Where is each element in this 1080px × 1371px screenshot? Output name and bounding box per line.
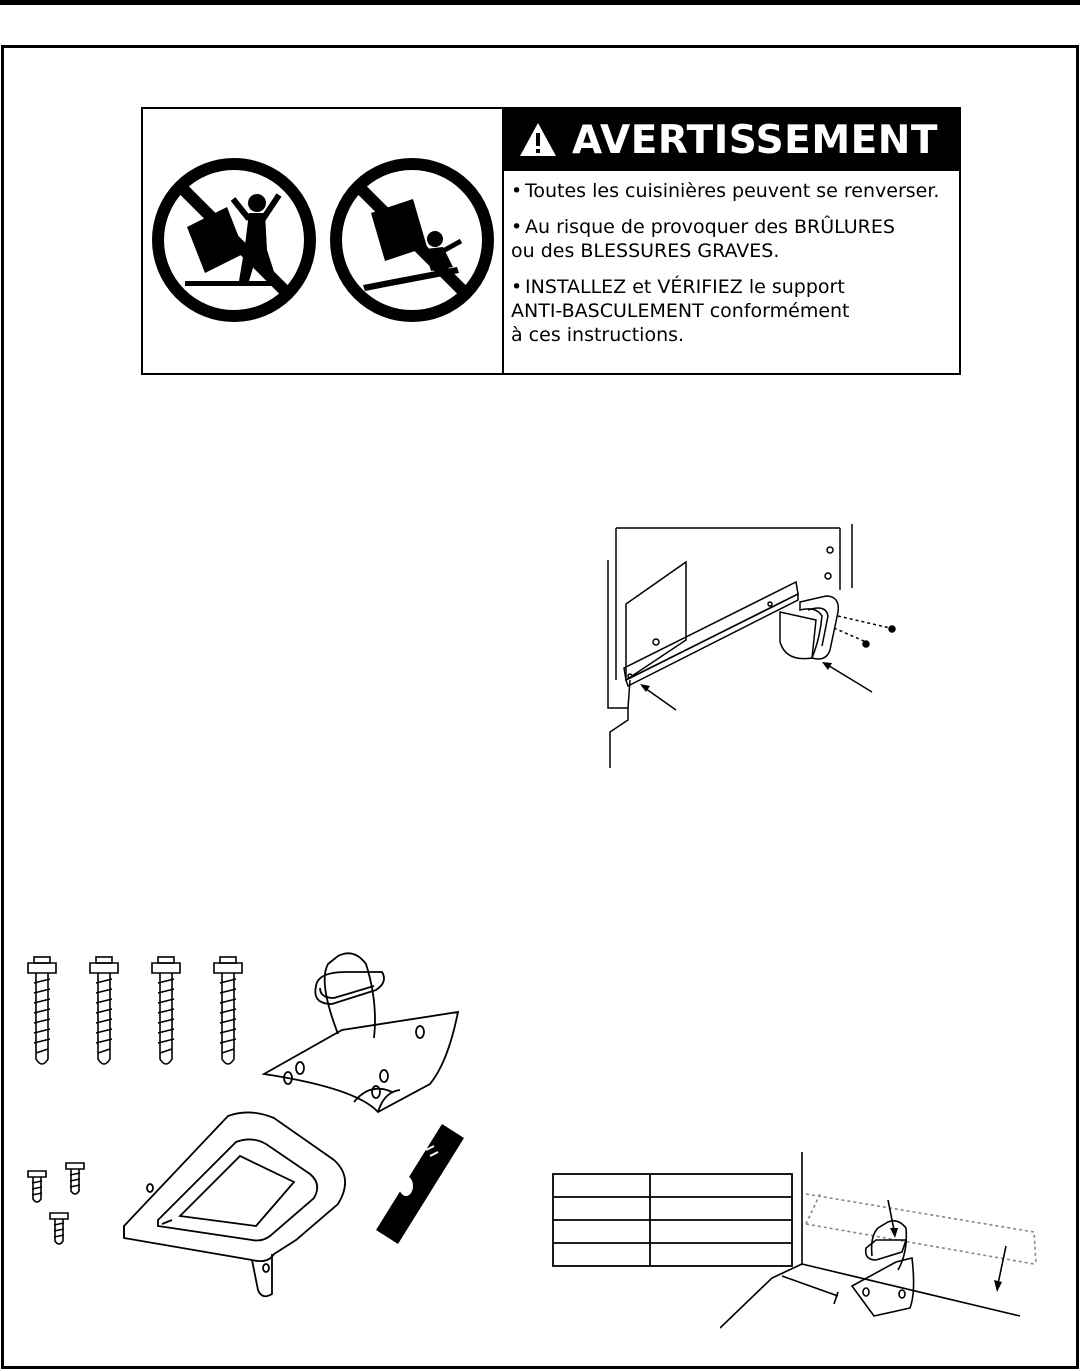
top-rule	[0, 0, 1080, 5]
warning-triangle-icon	[518, 120, 558, 160]
warning-bullet: • Toutes les cuisinières peuvent se renverser.	[511, 180, 940, 202]
warning-bullet: • INSTALLEZ et VÉRIFIEZ le support ANTI-BASCULEMENT conformément à ces instructions.	[511, 276, 850, 346]
range-bracket-diagram	[590, 520, 910, 775]
warning-label	[141, 107, 961, 375]
no-tipping-adult-icon	[149, 155, 319, 325]
warning-bullet: • Au risque de provoquer des BRÛLURES ou des BLESSURES GRAVES.	[511, 216, 895, 262]
template-strip-illustration	[370, 1120, 466, 1248]
anti-tip-bracket-illustration	[258, 942, 468, 1132]
warning-banner	[504, 109, 959, 171]
warning-bullets	[511, 179, 956, 359]
floor-bracket-installation-diagram	[720, 1152, 1060, 1340]
warning-title: AVERTISSEMENT	[572, 117, 939, 163]
leveling-base-illustration	[118, 1108, 350, 1300]
no-tipping-child-icon	[327, 155, 497, 325]
